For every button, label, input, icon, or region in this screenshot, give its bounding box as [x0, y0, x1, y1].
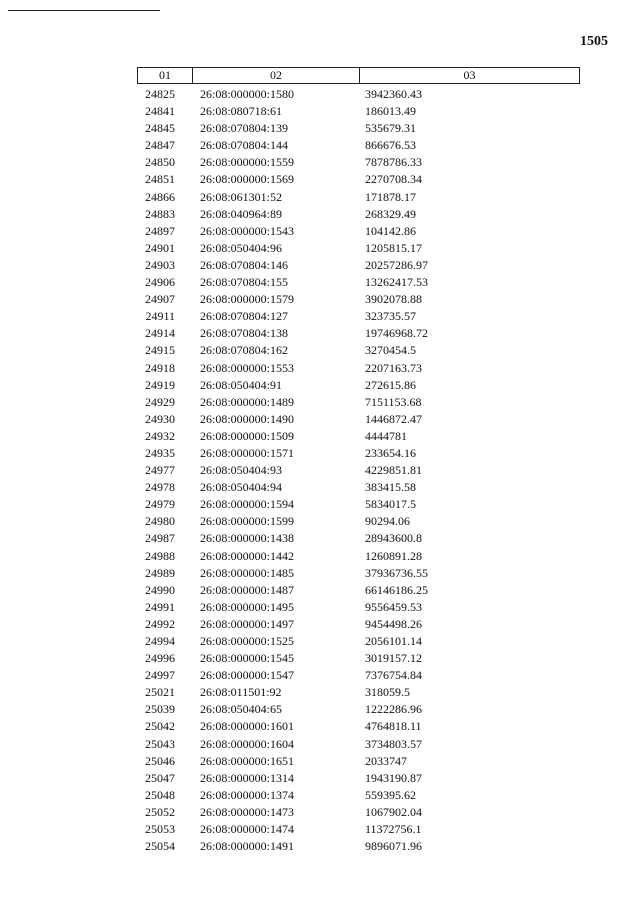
cell-col-03: 268329.49: [365, 206, 416, 221]
table-row: [137, 667, 515, 684]
table-row: [137, 240, 515, 257]
cell-col-03: 9454498.26: [365, 616, 422, 631]
table-row: [137, 496, 515, 513]
table-row: [137, 223, 515, 240]
cell-col-01: 25046: [145, 753, 175, 768]
table-row: [137, 548, 515, 565]
cell-col-03: 2056101.14: [365, 634, 422, 648]
cell-col-02: 26:08:061301:52: [200, 189, 283, 204]
table-row: [137, 206, 515, 223]
table-row: [137, 308, 515, 325]
cell-col-03: 37936736.55: [365, 565, 428, 580]
table-row: [137, 701, 515, 718]
table-row: [137, 189, 515, 206]
cell-col-01: 24906: [145, 275, 175, 290]
cell-col-03: 559395.62: [365, 787, 416, 802]
cell-col-03: 3734803.57: [365, 736, 422, 751]
cell-col-03: 28943600.8: [365, 531, 422, 546]
table-row: [137, 821, 515, 838]
column-header-02: 02: [193, 68, 360, 83]
cell-col-01: 24825: [145, 87, 175, 101]
cell-col-02: 26:08:070804:127: [200, 309, 289, 324]
cell-col-02: 26:08:000000:1547: [200, 668, 295, 683]
cell-col-01: 24841: [145, 104, 175, 119]
table-row: [137, 616, 515, 633]
cell-col-03: 866676.53: [365, 138, 416, 153]
cell-col-03: 90294.06: [365, 514, 410, 529]
cell-col-01: 24918: [145, 360, 175, 375]
cell-col-01: 24845: [145, 121, 175, 136]
cell-col-02: 26:08:000000:1490: [200, 411, 295, 426]
cell-col-01: 24901: [145, 240, 175, 255]
table-row: [137, 565, 515, 582]
column-header-01: 01: [138, 68, 193, 83]
cell-col-01: 24851: [145, 172, 175, 187]
table-row: [137, 411, 515, 428]
cell-col-01: 24915: [145, 343, 175, 358]
cell-col-03: 1067902.04: [365, 804, 422, 819]
cell-col-03: 383415.58: [365, 480, 416, 495]
table-row: [137, 804, 515, 821]
table-row: [137, 325, 515, 342]
cell-col-03: 1446872.47: [365, 411, 422, 426]
cell-col-01: 24978: [145, 480, 175, 495]
cell-col-01: 24866: [145, 189, 175, 204]
cell-col-03: 2270708.34: [365, 172, 422, 187]
table-row: [137, 599, 515, 616]
cell-col-03: 1260891.28: [365, 548, 422, 563]
cell-col-01: 24980: [145, 514, 175, 529]
cell-col-02: 26:08:000000:1525: [200, 634, 295, 648]
cell-col-01: 25054: [145, 839, 175, 854]
cell-col-03: 186013.49: [365, 104, 416, 119]
cell-col-01: 24988: [145, 548, 175, 563]
cell-col-03: 9556459.53: [365, 599, 422, 614]
cell-col-02: 26:08:070804:139: [200, 121, 289, 136]
table-row: [137, 718, 515, 735]
cell-col-03: 2207163.73: [365, 360, 422, 375]
cell-col-01: 25039: [145, 702, 175, 717]
cell-col-03: 3942360.43: [365, 87, 422, 101]
cell-col-03: 171878.17: [365, 189, 416, 204]
cell-col-02: 26:08:000000:1545: [200, 651, 295, 666]
cell-col-02: 26:08:011501:92: [200, 685, 282, 700]
cell-col-01: 24930: [145, 411, 175, 426]
table-row: [137, 787, 515, 804]
cell-col-03: 4444781: [365, 428, 407, 443]
cell-col-01: 24979: [145, 497, 175, 512]
cell-col-02: 26:08:000000:1559: [200, 155, 295, 170]
cell-col-03: 104142.86: [365, 223, 416, 238]
cell-col-01: 24911: [145, 309, 175, 324]
table-row: [137, 530, 515, 547]
column-header-03: 03: [463, 68, 476, 82]
cell-col-01: 24987: [145, 531, 175, 546]
cell-col-02: 26:08:000000:1485: [200, 565, 295, 580]
cell-col-03: 535679.31: [365, 121, 416, 136]
cell-col-02: 26:08:000000:1489: [200, 394, 295, 409]
cell-col-03: 9896071.96: [365, 839, 422, 854]
cell-col-02: 26:08:000000:1495: [200, 599, 295, 614]
table-row: [137, 513, 515, 530]
cell-col-02: 26:08:070804:162: [200, 343, 289, 358]
table-row: [137, 736, 515, 753]
cell-col-03: 1222286.96: [365, 702, 422, 717]
cell-col-03: 3019157.12: [365, 651, 422, 666]
table-row: [137, 120, 515, 137]
cell-col-02: 26:08:050404:93: [200, 463, 283, 478]
cell-col-03: 13262417.53: [365, 275, 428, 290]
cell-col-02: 26:08:070804:138: [200, 326, 289, 341]
table-row: [137, 360, 515, 377]
cell-col-02: 26:08:000000:1651: [200, 753, 295, 768]
cell-col-01: 24929: [145, 394, 175, 409]
table-row: [137, 257, 515, 274]
table-row: [137, 342, 515, 359]
cell-col-02: 26:08:000000:1473: [200, 804, 295, 819]
cell-col-03: 4764818.11: [365, 719, 422, 734]
cell-col-02: 26:08:000000:1599: [200, 514, 295, 529]
cell-col-02: 26:08:000000:1601: [200, 719, 295, 734]
cell-col-01: 24932: [145, 428, 175, 443]
cell-col-02: 26:08:000000:1553: [200, 360, 295, 375]
cell-col-03: 7151153.68: [365, 394, 422, 409]
table-row: [137, 428, 515, 445]
cell-col-02: 26:08:000000:1543: [200, 223, 295, 238]
table-row: [137, 838, 515, 855]
table-row: [137, 274, 515, 291]
cell-col-02: 26:08:000000:1571: [200, 445, 295, 460]
table-row: [137, 582, 515, 599]
cell-col-01: 25042: [145, 719, 175, 734]
cell-col-02: 26:08:050404:96: [200, 240, 283, 255]
cell-col-02: 26:08:050404:91: [200, 377, 283, 392]
cell-col-01: 24935: [145, 445, 175, 460]
table-row: [137, 154, 515, 171]
table-row: [137, 479, 515, 496]
cell-col-02: 26:08:000000:1491: [200, 839, 295, 854]
cell-col-02: 26:08:050404:94: [200, 480, 283, 495]
cell-col-02: 26:08:000000:1438: [200, 531, 295, 546]
cell-col-02: 26:08:080718:61: [200, 104, 283, 119]
cell-col-01: 24996: [145, 651, 175, 666]
cell-col-02: 26:08:000000:1314: [200, 770, 295, 785]
cell-col-03: 4229851.81: [365, 463, 422, 478]
cell-col-03: 3270454.5: [365, 343, 416, 358]
cell-col-02: 26:08:050404:65: [200, 702, 283, 717]
cell-col-01: 24992: [145, 616, 175, 631]
cell-col-01: 24907: [145, 292, 175, 307]
table-row: [137, 445, 515, 462]
cell-col-02: 26:08:000000:1509: [200, 428, 295, 443]
cell-col-01: 24847: [145, 138, 175, 153]
cell-col-01: 24919: [145, 377, 175, 392]
cell-col-03: 7376754.84: [365, 668, 422, 683]
cell-col-01: 24850: [145, 155, 175, 170]
cell-col-01: 25047: [145, 770, 175, 785]
cell-col-01: 24994: [145, 634, 175, 648]
cell-col-03: 318059.5: [365, 685, 410, 700]
cell-col-02: 26:08:000000:1374: [200, 787, 295, 802]
cell-col-01: 25043: [145, 736, 175, 751]
cell-col-03: 1943190.87: [365, 770, 422, 785]
table-body: [137, 86, 515, 855]
page-number: 1505: [580, 34, 608, 49]
cell-col-01: 24990: [145, 582, 175, 597]
cell-col-02: 26:08:000000:1442: [200, 548, 295, 563]
cell-col-01: 25052: [145, 804, 175, 819]
cell-col-01: 24897: [145, 223, 175, 238]
cell-col-01: 24883: [145, 206, 175, 221]
table-row: [137, 633, 515, 650]
cell-col-03: 20257286.97: [365, 257, 428, 272]
cell-col-03: 3902078.88: [365, 292, 422, 307]
cell-col-02: 26:08:070804:155: [200, 275, 289, 290]
cell-col-02: 26:08:000000:1594: [200, 497, 295, 512]
cell-col-03: 7878786.33: [365, 155, 422, 170]
cell-col-01: 25053: [145, 822, 175, 837]
cell-col-03: 11372756.1: [365, 822, 422, 837]
table-row: [137, 103, 515, 120]
cell-col-03: 233654.16: [365, 445, 416, 460]
cell-col-02: 26:08:040964:89: [200, 206, 283, 221]
table-row: [137, 650, 515, 667]
top-rule: [8, 10, 160, 11]
table-row: [137, 770, 515, 787]
table-row: [137, 394, 515, 411]
cell-col-02: 26:08:070804:146: [200, 257, 289, 272]
table-row: [137, 137, 515, 154]
table-row: [137, 291, 515, 308]
table-row: [137, 171, 515, 188]
cell-col-01: 25048: [145, 787, 175, 802]
cell-col-01: 24997: [145, 668, 175, 683]
table-row: [137, 753, 515, 770]
cell-col-01: 24989: [145, 565, 175, 580]
cell-col-03: 5834017.5: [365, 497, 416, 512]
cell-col-01: 24991: [145, 599, 175, 614]
table-row: [137, 684, 515, 701]
cell-col-01: 24903: [145, 257, 175, 272]
cell-col-03: 1205815.17: [365, 240, 422, 255]
cell-col-02: 26:08:000000:1487: [200, 582, 295, 597]
cell-col-01: 25021: [145, 685, 175, 700]
cell-col-02: 26:08:000000:1497: [200, 616, 295, 631]
table-header: [137, 67, 580, 84]
cell-col-01: 24977: [145, 463, 175, 478]
cell-col-03: 272615.86: [365, 377, 416, 392]
cell-col-02: 26:08:000000:1569: [200, 172, 295, 187]
cell-col-02: 26:08:070804:144: [200, 138, 289, 153]
cell-col-03: 323735.57: [365, 309, 416, 324]
cell-col-03: 19746968.72: [365, 326, 428, 341]
cell-col-02: 26:08:000000:1474: [200, 822, 295, 837]
cell-col-03: 2033747: [365, 753, 407, 768]
cell-col-03: 66146186.25: [365, 582, 428, 597]
table-row: [137, 86, 515, 103]
cell-col-02: 26:08:000000:1579: [200, 292, 295, 307]
table-row: [137, 462, 515, 479]
cell-col-01: 24914: [145, 326, 175, 341]
table-row: [137, 377, 515, 394]
cell-col-02: 26:08:000000:1580: [200, 87, 295, 101]
cell-col-02: 26:08:000000:1604: [200, 736, 295, 751]
